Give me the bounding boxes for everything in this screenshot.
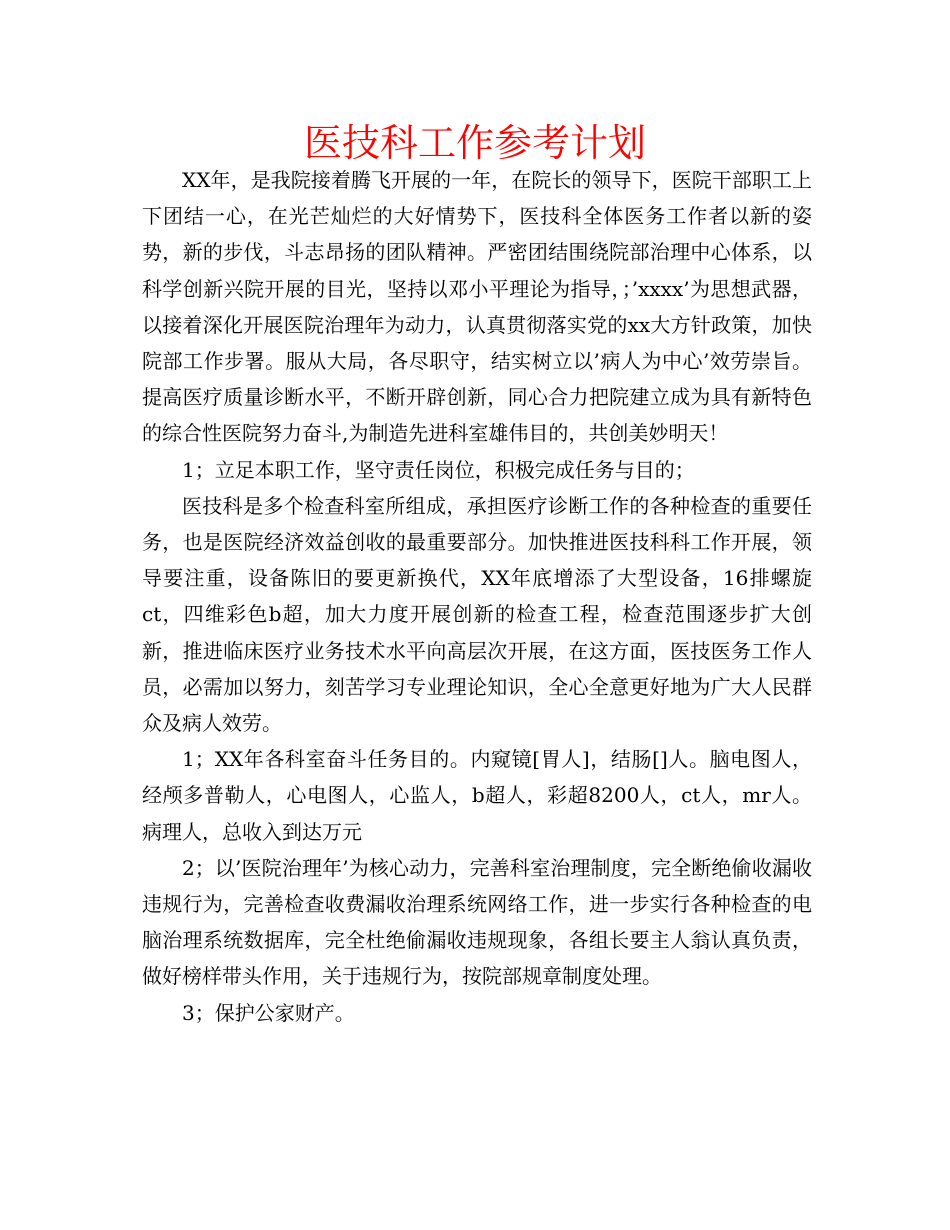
document-title: 医技科工作参考计划 <box>303 121 646 165</box>
paragraph-item-1-heading: 1；立足本职工作，坚守责任岗位，积极完成任务与目的； <box>182 457 695 482</box>
paragraph-item-3-property: 3；保护公家财产。 <box>182 1000 355 1025</box>
paragraph-medtech-overview: 医技科是多个检查科室所组成，承担医疗诊断工作的各种检查的重要任务，也是医院经济效益创收的最重要部分。加快推进医技科科工作开展，领导要注重，设备陈旧的要更新换代，XX年底增添了大型设备，16排螺旋ct，四维彩色b超，加大力度开展创新的检查工程，检查范围逐步扩大创新，推进临床医疗业务技术水平向高层次开展，在这方面，医技医务工作人员，必需加以努力，刻苦学习专业理论知识，全心全意更好地为广大人民群众及病人效劳。 <box>142 493 812 736</box>
paragraph-item-1-targets: 1；XX年各科室奋斗任务目的。内窥镜[胃人]，结肠[]人。脑电图人，经颅多普勒人，心电图人，心监人，b超人，彩超8200人，ct人，mr人。病理人，总收入到达万元 <box>142 747 812 844</box>
document-body <box>142 162 812 1031</box>
paragraph-intro: XX年，是我院接着腾飞开展的一年，在院长的领导下，医院干部职工上下团结一心，在光芒灿烂的大好情势下，医技科全体医务工作者以新的姿势，新的步伐，斗志昂扬的团队精神。严密团结围绕院部治理中心体系，以科学创新兴院开展的目光，坚持以邓小平理论为指导，；’xxxx’为思想武器，以接着深化开展医院治理年为动力，认真贯彻落实党的xx大方针政策，加快院部工作步署。服从大局，各尽职守，结实树立以’病人为中心’效劳崇旨。提高医疗质量诊断水平，不断开辟创新，同心合力把院建立成为具有新特色的综合性医院努力奋斗,为制造先进科室雄伟目的，共创美妙明天！ <box>142 168 812 446</box>
paragraph-item-2-management: 2；以’医院治理年’为核心动力，完善科室治理制度，完全断绝偷收漏收违规行为，完善检查收费漏收治理系统网络工作，进一步实行各种检查的电脑治理系统数据库，完全杜绝偷漏收违规现象，各组长要主人翁认真负责，做好榜样带头作用，关于违规行为，按院部规章制度处理。 <box>142 855 812 989</box>
